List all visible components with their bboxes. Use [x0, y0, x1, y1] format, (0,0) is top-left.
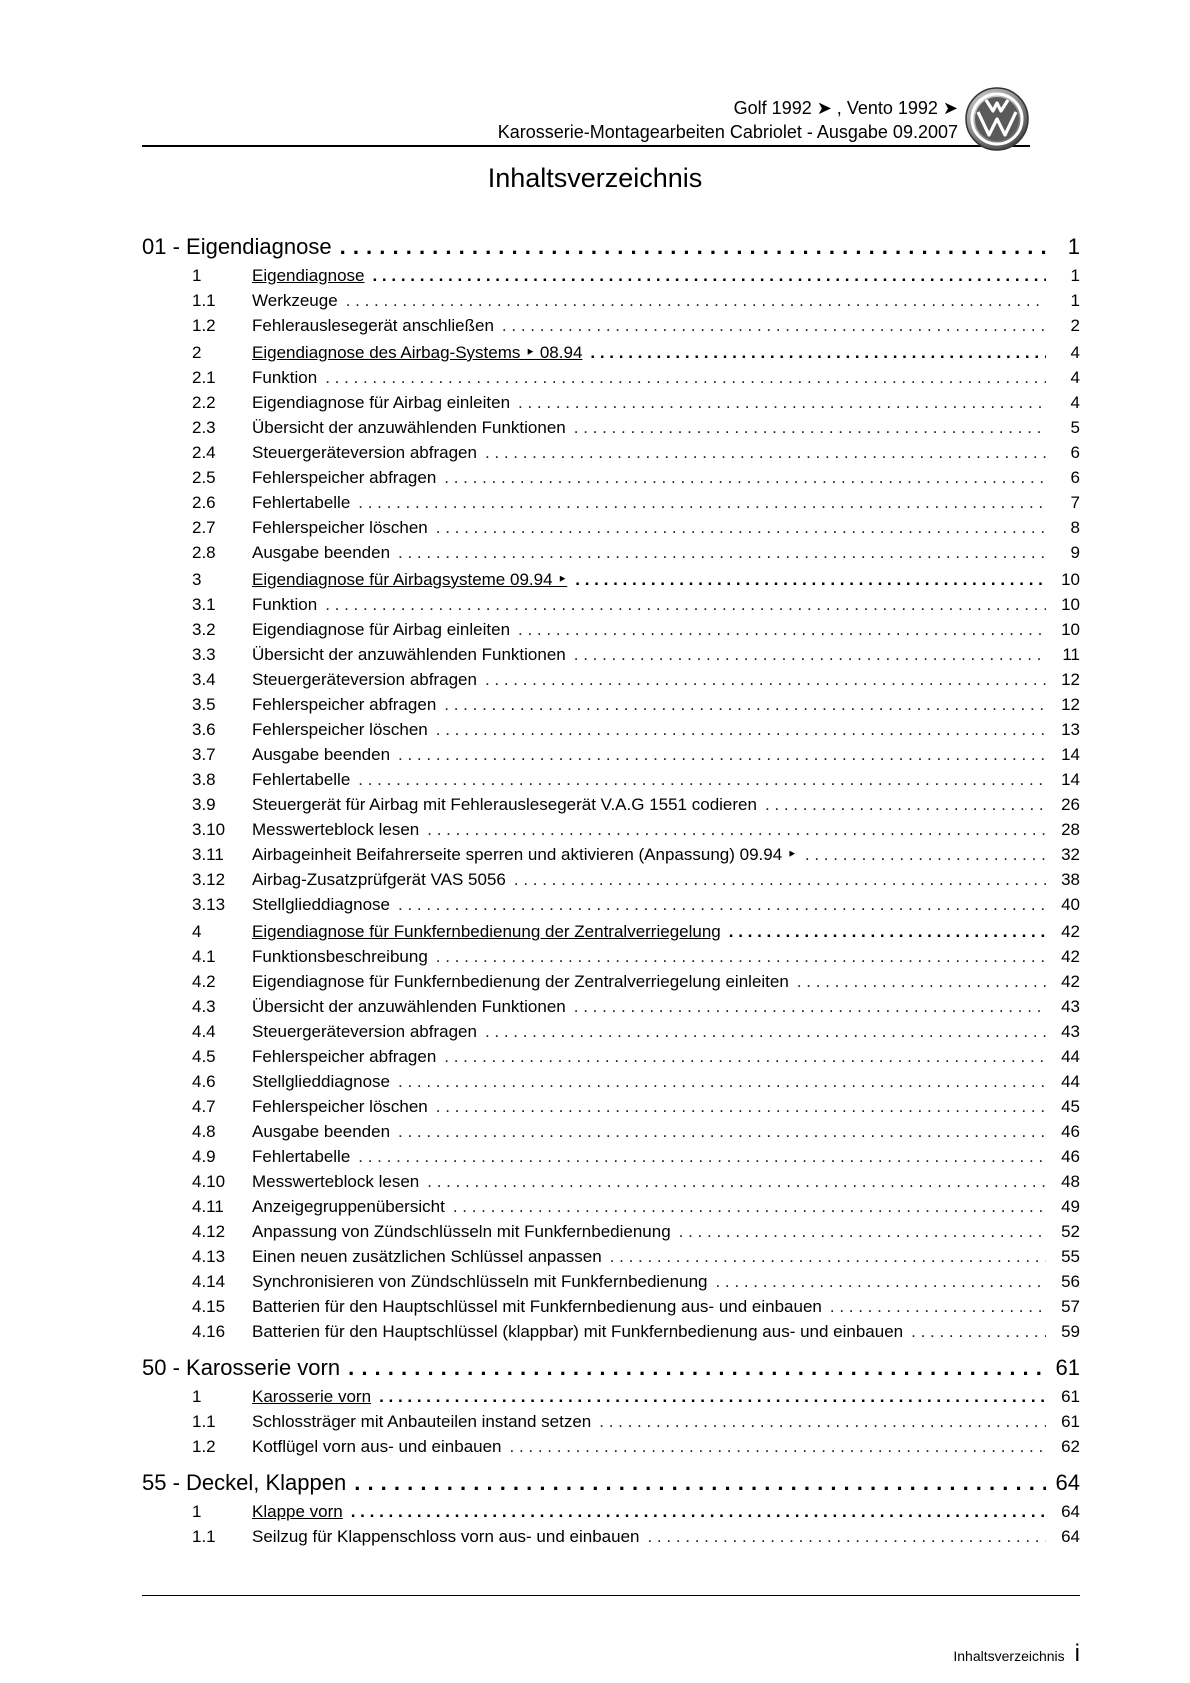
toc-entry-label: Schlossträger mit Anbauteilen instand setzen: [252, 1412, 592, 1431]
dot-leader: [346, 291, 1046, 311]
toc-entry-page-number: 6: [1070, 443, 1080, 462]
toc-entry-page-number: 9: [1070, 543, 1080, 562]
toc-entry-sub[interactable]: [192, 393, 1080, 418]
toc-entry-page-number: 10: [1061, 595, 1080, 614]
toc-entry-number: 3.11: [192, 845, 224, 864]
toc-entry-number: 4.2: [192, 972, 216, 991]
toc-entry-number: 4.11: [192, 1197, 224, 1216]
toc-entry-label: Werkzeuge: [252, 291, 338, 310]
toc-entry-number: 4.14: [192, 1272, 226, 1291]
toc-entry-label: Fehlerspeicher löschen: [252, 518, 428, 537]
toc-entry-page-number: 48: [1061, 1172, 1080, 1191]
toc-entry-page-number: 4: [1070, 393, 1080, 412]
dot-leader: [444, 1047, 1046, 1067]
toc-entry-number: 4.8: [192, 1122, 216, 1141]
dot-leader: [599, 1412, 1046, 1432]
toc-entry-label: Übersicht der anzuwählenden Funktionen: [252, 418, 566, 437]
toc-entry-label: Karosserie vorn: [252, 1387, 372, 1406]
toc-entry-sub[interactable]: [192, 1412, 1080, 1437]
toc-entry-page-number: 49: [1061, 1197, 1080, 1216]
dot-leader: [436, 720, 1046, 740]
toc-entry-section[interactable]: [192, 343, 1080, 368]
dot-leader: [518, 393, 1046, 413]
toc-entry-label: 50 - Karosserie vorn: [142, 1355, 341, 1380]
toc-entry-number: 4.16: [192, 1322, 226, 1341]
dot-leader: [325, 368, 1046, 388]
toc-entry-sub[interactable]: [192, 1147, 1080, 1172]
toc-entry-label: Batterien für den Hauptschlüssel mit Funkfernbedienung aus- und einbauen: [252, 1297, 822, 1316]
toc-entry-label: 01 - Eigendiagnose: [142, 234, 332, 259]
toc-entry-sub[interactable]: [192, 745, 1080, 770]
dot-leader: [358, 770, 1046, 790]
toc-entry-label: Ausgabe beenden: [252, 1122, 391, 1141]
toc-entry-sub[interactable]: [192, 1172, 1080, 1197]
toc-entry-label: Eigendiagnose für Funkfernbedienung der Zentralverriegelung einleiten: [252, 972, 789, 991]
dot-leader: [911, 1322, 1046, 1342]
dot-leader: [372, 266, 1046, 286]
toc-entry-sub[interactable]: [192, 795, 1080, 820]
toc-entry-page-number: 40: [1061, 895, 1080, 914]
toc-entry-sub[interactable]: [192, 493, 1080, 518]
toc-entry-page-number: 61: [1061, 1387, 1080, 1406]
toc-entry-number: 2.1: [192, 368, 216, 387]
toc-entry-label: Kotflügel vorn aus- und einbauen: [252, 1437, 502, 1456]
toc-entry-sub[interactable]: [192, 418, 1080, 443]
toc-entry-number: 3.6: [192, 720, 216, 739]
toc-entry-page-number: 7: [1070, 493, 1080, 512]
toc-entry-label: Einen neuen zusätzlichen Schlüssel anpassen: [252, 1247, 602, 1266]
dot-leader: [485, 1022, 1046, 1042]
toc-entry-page-number: 46: [1061, 1122, 1080, 1141]
toc-entry-label: Fehlertabelle: [252, 1147, 351, 1166]
toc-entry-chapter[interactable]: [142, 234, 1080, 264]
toc-entry-sub[interactable]: [192, 291, 1080, 316]
toc-entry-page-number: 42: [1061, 922, 1080, 941]
dot-leader: [436, 947, 1046, 967]
toc-entry-label: Batterien für den Hauptschlüssel (klappbar) mit Funkfernbedienung aus- und einbauen: [252, 1322, 904, 1341]
toc-entry-label: Seilzug für Klappenschloss vorn aus- und einbauen: [252, 1527, 640, 1546]
toc-entry-label: Funktion: [252, 368, 318, 387]
dot-leader: [729, 922, 1046, 942]
toc-entry-label: Steuergeräteversion abfragen: [252, 1022, 477, 1041]
toc-entry-page-number: 28: [1061, 820, 1080, 839]
toc-entry-page-number: 61: [1055, 1355, 1080, 1380]
toc-entry-page-number: 61: [1061, 1412, 1080, 1431]
dot-leader: [485, 443, 1046, 463]
toc-entry-label: Steuergeräteversion abfragen: [252, 670, 477, 689]
toc-entry-label: Steuergeräteversion abfragen: [252, 443, 477, 462]
toc-entry-section[interactable]: [192, 570, 1080, 595]
toc-entry-number: 1.2: [192, 316, 216, 335]
toc-entry-number: 3.8: [192, 770, 216, 789]
toc-entry-page-number: 43: [1061, 997, 1080, 1016]
toc-entry-label: Funktionsbeschreibung: [252, 947, 428, 966]
dot-leader: [427, 820, 1046, 840]
page-header: [142, 86, 1030, 146]
toc-entry-chapter[interactable]: [142, 1470, 1080, 1500]
page-footer: [953, 1640, 1080, 1668]
toc-entry-page-number: 14: [1061, 745, 1080, 764]
toc-entry-page-number: 32: [1061, 845, 1080, 864]
footer-label: Inhaltsverzeichnis: [953, 1648, 1065, 1664]
toc-entry-sub[interactable]: [192, 1272, 1080, 1297]
toc-entry-label: Fehlerspeicher löschen: [252, 720, 428, 739]
dot-leader: [398, 1122, 1046, 1142]
toc-entry-page-number: 42: [1061, 972, 1080, 991]
toc-entry-label: Übersicht der anzuwählenden Funktionen: [252, 997, 566, 1016]
dot-leader: [510, 1437, 1046, 1457]
toc-entry-number: 1.1: [192, 1412, 216, 1431]
toc-entry-number: 3.4: [192, 670, 216, 689]
toc-entry-sub[interactable]: [192, 1247, 1080, 1272]
dot-leader: [398, 1072, 1046, 1092]
toc-entry-page-number: 44: [1061, 1047, 1080, 1066]
toc-entry-label: Stellglieddiagnose: [252, 895, 390, 914]
toc-entry-label: Anpassung von Zündschlüsseln mit Funkfernbedienung: [252, 1222, 671, 1241]
dot-leader: [436, 518, 1046, 538]
toc-entry-number: 2.5: [192, 468, 216, 487]
toc-entry-page-number: 46: [1061, 1147, 1080, 1166]
toc-entry-page-number: 57: [1061, 1297, 1080, 1316]
dot-leader: [354, 1470, 1045, 1496]
toc-entry-page-number: 26: [1061, 795, 1080, 814]
toc-entry-label: Klappe vorn: [252, 1502, 343, 1521]
dot-leader: [518, 620, 1046, 640]
toc-entry-label: Fehlerspeicher löschen: [252, 1097, 428, 1116]
header-vehicle-models: Golf 1992 ➤ , Vento 1992 ➤: [733, 98, 958, 118]
toc-entry-number: 3.3: [192, 645, 216, 664]
toc-entry-number: 1: [192, 1387, 202, 1406]
toc-entry-label: Fehlerspeicher abfragen: [252, 695, 437, 714]
toc-entry-number: 4.1: [192, 947, 216, 966]
toc-entry-page-number: 42: [1061, 947, 1080, 966]
toc-entry-number: 2.4: [192, 443, 216, 462]
toc-entry-label: Stellglieddiagnose: [252, 1072, 390, 1091]
toc-entry-sub[interactable]: [192, 595, 1080, 620]
dot-leader: [340, 234, 1046, 260]
bottom-rule: [142, 1595, 1080, 1596]
toc-entry-number: 4.7: [192, 1097, 216, 1116]
toc-entry-section[interactable]: [192, 1387, 1080, 1412]
toc-entry-sub[interactable]: [192, 518, 1080, 543]
toc-entry-label: Airbag-Zusatzprüfgerät VAS 5056: [252, 870, 506, 889]
toc-entry-page-number: 10: [1061, 570, 1080, 589]
toc-entry-sub[interactable]: [192, 895, 1080, 920]
toc-entry-number: 3: [192, 570, 202, 589]
toc-entry-number: 4.10: [192, 1172, 226, 1191]
toc-entry-number: 3.1: [192, 595, 216, 614]
dot-leader: [379, 1387, 1046, 1407]
dot-leader: [574, 645, 1046, 665]
toc-entry-page-number: 4: [1070, 343, 1080, 362]
toc-entry-label: Eigendiagnose des Airbag-Systems ‣ 08.94: [252, 343, 583, 362]
toc-entry-page-number: 4: [1070, 368, 1080, 387]
toc-entry-label: Eigendiagnose für Airbagsysteme 09.94 ‣: [252, 570, 568, 589]
page-title: Inhaltsverzeichnis: [487, 163, 703, 193]
toc-entry-number: 2.2: [192, 393, 216, 412]
toc-entry-page-number: 14: [1061, 770, 1080, 789]
toc-entry-sub[interactable]: [192, 1322, 1080, 1347]
toc-entry-sub[interactable]: [192, 1527, 1080, 1552]
toc-entry-number: 3.13: [192, 895, 226, 914]
dot-leader: [574, 418, 1046, 438]
toc-entry-sub[interactable]: [192, 1022, 1080, 1047]
dot-leader: [351, 1502, 1046, 1522]
toc-entry-page-number: 55: [1061, 1247, 1080, 1266]
toc-entry-sub[interactable]: [192, 670, 1080, 695]
toc-entry-sub[interactable]: [192, 997, 1080, 1022]
dot-leader: [797, 972, 1046, 992]
toc-entry-page-number: 59: [1061, 1322, 1080, 1341]
toc-entry-sub[interactable]: [192, 695, 1080, 720]
toc-entry-page-number: 10: [1061, 620, 1080, 639]
toc-entry-number: 2.8: [192, 543, 216, 562]
toc-entry-page-number: 43: [1061, 1022, 1080, 1041]
toc-entry-sub[interactable]: [192, 1097, 1080, 1122]
toc-entry-page-number: 1: [1070, 291, 1080, 310]
toc-entry-section[interactable]: [192, 266, 1080, 291]
toc-entry-number: 3.12: [192, 870, 226, 889]
toc-entry-number: 1.1: [192, 1527, 216, 1546]
toc-entry-label: Messwerteblock lesen: [252, 820, 420, 839]
toc-entry-page-number: 44: [1061, 1072, 1080, 1091]
toc-entry-number: 4.3: [192, 997, 216, 1016]
toc-entry-page-number: 62: [1061, 1437, 1080, 1456]
toc-entry-number: 3.9: [192, 795, 216, 814]
toc-entry-number: 2.7: [192, 518, 216, 537]
dot-leader: [453, 1197, 1046, 1217]
dot-leader: [444, 468, 1046, 488]
toc-entry-label: Fehlertabelle: [252, 493, 351, 512]
dot-leader: [436, 1097, 1046, 1117]
footer-page-number: i: [1074, 1640, 1080, 1667]
toc-entry-label: Fehlertabelle: [252, 770, 351, 789]
dot-leader: [647, 1527, 1046, 1547]
toc-entry-sub[interactable]: [192, 947, 1080, 972]
toc-entry-sub[interactable]: [192, 1297, 1080, 1322]
toc-entry-page-number: 13: [1061, 720, 1080, 739]
toc-entry-sub[interactable]: [192, 845, 1080, 870]
toc-entry-chapter[interactable]: [142, 1355, 1080, 1385]
toc-entry-label: Fehlerauslesegerät anschließen: [252, 316, 494, 335]
toc-entry-number: 4.9: [192, 1147, 216, 1166]
header-rule: [142, 145, 1030, 147]
toc-entry-label: Eigendiagnose: [252, 266, 365, 285]
toc-entry-sub[interactable]: [192, 1047, 1080, 1072]
toc-entry-sub[interactable]: [192, 972, 1080, 997]
toc-entry-sub[interactable]: [192, 1072, 1080, 1097]
toc-entry-sub[interactable]: [192, 368, 1080, 393]
toc-entry-number: 4.12: [192, 1222, 226, 1241]
toc-entry-sub[interactable]: [192, 1437, 1080, 1462]
header-manual-title: Karosserie-Montagearbeiten Cabriolet - Ausgabe 09.2007: [497, 122, 958, 142]
toc-entry-sub[interactable]: [192, 1197, 1080, 1222]
toc-entry-label: Fehlerspeicher abfragen: [252, 468, 437, 487]
toc-entry-sub[interactable]: [192, 468, 1080, 493]
toc-entry-page-number: 12: [1061, 695, 1080, 714]
toc-entry-label: Steuergerät für Airbag mit Fehlerauslesegerät V.A.G 1551 codieren: [252, 795, 757, 814]
toc-entry-page-number: 64: [1061, 1502, 1080, 1521]
toc-entry-number: 3.5: [192, 695, 216, 714]
toc-entry-page-number: 11: [1062, 645, 1080, 664]
toc-entry-number: 4.13: [192, 1247, 226, 1266]
toc-entry-number: 3.7: [192, 745, 216, 764]
table-of-contents: [142, 234, 1080, 1552]
dot-leader: [715, 1272, 1046, 1292]
toc-entry-label: Airbageinheit Beifahrerseite sperren und aktivieren (Anpassung) 09.94 ‣: [252, 845, 797, 864]
toc-entry-page-number: 64: [1061, 1527, 1080, 1546]
toc-entry-label: Übersicht der anzuwählenden Funktionen: [252, 645, 566, 664]
toc-entry-page-number: 6: [1070, 468, 1080, 487]
dot-leader: [398, 543, 1046, 563]
toc-entry-number: 3.2: [192, 620, 216, 639]
toc-entry-label: Eigendiagnose für Airbag einleiten: [252, 393, 511, 412]
toc-entry-label: Funktion: [252, 595, 318, 614]
toc-entry-page-number: 5: [1070, 418, 1080, 437]
toc-entry-sub[interactable]: [192, 1122, 1080, 1147]
toc-entry-section[interactable]: [192, 922, 1080, 947]
dot-leader: [398, 745, 1046, 765]
dot-leader: [575, 570, 1046, 590]
dot-leader: [830, 1297, 1046, 1317]
toc-entry-page-number: 52: [1061, 1222, 1080, 1241]
toc-entry-page-number: 56: [1061, 1272, 1080, 1291]
dot-leader: [765, 795, 1046, 815]
dot-leader: [574, 997, 1046, 1017]
toc-entry-number: 1.1: [192, 291, 216, 310]
toc-entry-sub[interactable]: [192, 645, 1080, 670]
toc-entry-section[interactable]: [192, 1502, 1080, 1527]
toc-entry-sub[interactable]: [192, 770, 1080, 795]
toc-entry-label: 55 - Deckel, Klappen: [142, 1470, 347, 1495]
toc-entry-number: 4: [192, 922, 202, 941]
dot-leader: [348, 1355, 1045, 1381]
dot-leader: [590, 343, 1046, 363]
toc-entry-number: 2.3: [192, 418, 216, 437]
toc-entry-sub[interactable]: [192, 1222, 1080, 1247]
toc-entry-page-number: 1: [1070, 266, 1080, 285]
toc-entry-label: Eigendiagnose für Funkfernbedienung der Zentralverriegelung: [252, 922, 721, 941]
toc-entry-page-number: 64: [1055, 1470, 1080, 1495]
dot-leader: [358, 493, 1046, 513]
toc-entry-sub[interactable]: [192, 443, 1080, 468]
toc-entry-sub[interactable]: [192, 543, 1080, 568]
toc-entry-label: Fehlerspeicher abfragen: [252, 1047, 437, 1066]
toc-entry-label: Ausgabe beenden: [252, 543, 391, 562]
toc-entry-number: 4.15: [192, 1297, 226, 1316]
dot-leader: [325, 595, 1046, 615]
toc-entry-sub[interactable]: [192, 820, 1080, 845]
toc-entry-number: 2.6: [192, 493, 216, 512]
dot-leader: [805, 845, 1046, 865]
toc-entry-page-number: 12: [1061, 670, 1080, 689]
toc-entry-page-number: 2: [1070, 316, 1080, 335]
toc-entry-number: 1.2: [192, 1437, 216, 1456]
toc-entry-label: Ausgabe beenden: [252, 745, 391, 764]
dot-leader: [398, 895, 1046, 915]
toc-entry-label: Anzeigegruppenübersicht: [252, 1197, 445, 1216]
toc-entry-number: 4.4: [192, 1022, 216, 1041]
toc-entry-page-number: 1: [1067, 234, 1080, 259]
dot-leader: [427, 1172, 1046, 1192]
toc-entry-number: 2: [192, 343, 202, 362]
toc-entry-label: Messwerteblock lesen: [252, 1172, 420, 1191]
toc-entry-number: 1: [192, 1502, 202, 1521]
toc-entry-sub[interactable]: [192, 870, 1080, 895]
toc-entry-page-number: 45: [1061, 1097, 1080, 1116]
toc-entry-sub[interactable]: [192, 620, 1080, 645]
dot-leader: [679, 1222, 1046, 1242]
toc-entry-sub[interactable]: [192, 720, 1080, 745]
toc-entry-number: 3.10: [192, 820, 226, 839]
toc-entry-number: 1: [192, 266, 202, 285]
vw-logo-icon: [964, 86, 1030, 152]
toc-entry-page-number: 38: [1061, 870, 1080, 889]
dot-leader: [610, 1247, 1046, 1267]
dot-leader: [514, 870, 1046, 890]
dot-leader: [444, 695, 1046, 715]
toc-entry-label: Eigendiagnose für Airbag einleiten: [252, 620, 511, 639]
toc-entry-number: 4.5: [192, 1047, 216, 1066]
dot-leader: [358, 1147, 1046, 1167]
toc-entry-number: 4.6: [192, 1072, 216, 1091]
toc-entry-sub[interactable]: [192, 316, 1080, 341]
dot-leader: [485, 670, 1046, 690]
toc-entry-page-number: 8: [1070, 518, 1080, 537]
toc-entry-label: Synchronisieren von Zündschlüsseln mit Funkfernbedienung: [252, 1272, 708, 1291]
dot-leader: [502, 316, 1046, 336]
